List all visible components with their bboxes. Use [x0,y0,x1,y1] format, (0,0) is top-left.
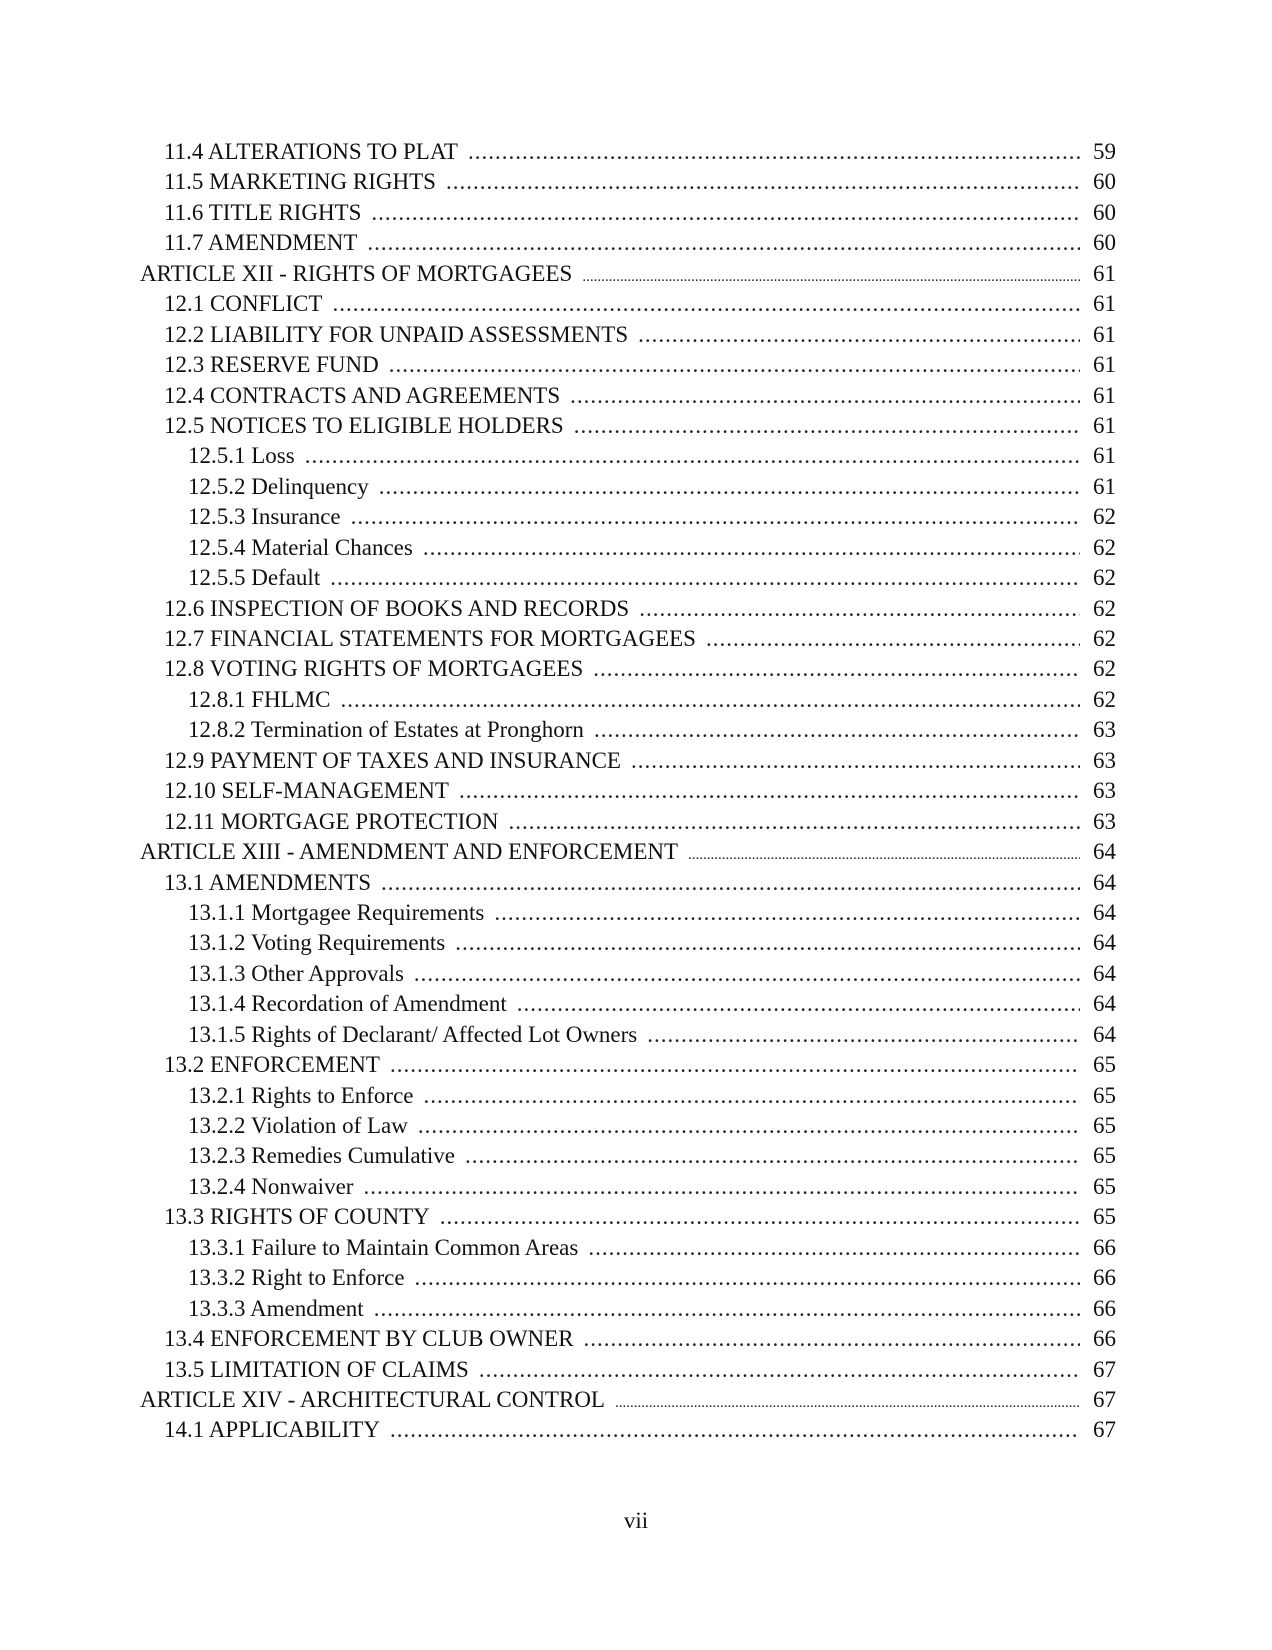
toc-subsection-entry[interactable] [140,563,1116,593]
toc-section-entry[interactable] [140,137,1116,167]
table-of-contents [140,137,1116,1446]
toc-subsection-entry[interactable] [140,1294,1116,1324]
dot-leader [374,1294,1080,1324]
toc-entry-label: 12.1 CONFLICT [164,291,323,317]
toc-subsection-entry[interactable] [140,1141,1116,1171]
toc-entry-page-number: 64 [1093,899,1116,925]
dot-leader [341,685,1081,715]
toc-article-entry[interactable] [140,837,1116,867]
dot-leader [332,289,1080,319]
toc-subsection-entry[interactable] [140,441,1116,471]
toc-entry-page-number: 61 [1093,321,1116,347]
toc-entry-label: 12.9 PAYMENT OF TAXES AND INSURANCE [164,747,621,773]
toc-subsection-entry[interactable] [140,959,1116,989]
dot-leader [459,776,1080,806]
toc-entry-page-number: 65 [1093,1082,1116,1108]
toc-entry-label: 12.5.2 Delinquency [188,473,369,499]
toc-section-entry[interactable] [140,1415,1116,1445]
toc-entry-page-number: 61 [1093,260,1116,286]
toc-subsection-entry[interactable] [140,898,1116,928]
dot-leader [440,1202,1080,1232]
toc-section-entry[interactable] [140,807,1116,837]
dot-leader [517,989,1080,1019]
toc-entry-label: ARTICLE XII - RIGHTS OF MORTGAGEES [140,260,573,286]
dot-leader [594,715,1080,745]
toc-entry-page-number: 61 [1093,291,1116,317]
toc-entry-page-number: 64 [1093,930,1116,956]
toc-section-entry[interactable] [140,198,1116,228]
toc-entry-page-number: 62 [1093,595,1116,621]
dot-leader [379,472,1080,502]
dot-leader [588,1233,1080,1263]
toc-entry-label: 13.3 RIGHTS OF COUNTY [164,1204,430,1230]
dot-leader [424,1081,1081,1111]
dot-leader [706,624,1080,654]
dot-leader [574,411,1080,441]
dot-leader [446,167,1080,197]
toc-section-entry[interactable] [140,350,1116,380]
toc-subsection-entry[interactable] [140,533,1116,563]
dot-leader [615,1388,1080,1418]
toc-section-entry[interactable] [140,746,1116,776]
toc-entry-page-number: 64 [1093,1021,1116,1047]
toc-entry-label: 13.2.1 Rights to Enforce [188,1082,414,1108]
toc-entry-label: 12.11 MORTGAGE PROTECTION [164,808,499,834]
toc-section-entry[interactable] [140,1050,1116,1080]
toc-entry-page-number: 61 [1093,412,1116,438]
toc-entry-label: 12.7 FINANCIAL STATEMENTS FOR MORTGAGEES [164,626,696,651]
toc-section-entry[interactable] [140,381,1116,411]
toc-entry-page-number: 60 [1093,199,1116,225]
dot-leader [390,1415,1080,1445]
toc-section-entry[interactable] [140,1355,1116,1385]
toc-entry-label: 13.1.2 Voting Requirements [188,930,446,956]
dot-leader [647,1020,1080,1050]
toc-entry-label: 13.2.2 Violation of Law [188,1113,408,1138]
toc-entry-label: 12.5.4 Material Chances [188,534,413,560]
toc-entry-label: 11.7 AMENDMENT [164,230,358,256]
toc-entry-label: 12.5.3 Insurance [188,504,341,530]
dot-leader [584,1324,1080,1354]
dot-leader [688,840,1080,870]
toc-entry-page-number: 63 [1093,808,1116,834]
toc-entry-page-number: 65 [1093,1113,1116,1138]
toc-entry-page-number: 61 [1093,473,1116,499]
dot-leader [508,807,1080,837]
dot-leader [418,1111,1080,1141]
dot-leader [570,381,1080,411]
toc-subsection-entry[interactable] [140,1172,1116,1202]
toc-entry-page-number: 64 [1093,869,1116,895]
dot-leader [638,320,1080,350]
dot-leader [494,898,1080,928]
toc-entry-page-number: 67 [1093,1417,1116,1443]
toc-entry-page-number: 65 [1093,1143,1116,1169]
dot-leader [639,594,1080,624]
toc-section-entry[interactable] [140,654,1116,684]
toc-entry-label: ARTICLE XIII - AMENDMENT AND ENFORCEMENT [140,839,679,865]
toc-section-entry[interactable] [140,868,1116,898]
toc-article-entry[interactable] [140,1385,1116,1415]
toc-article-entry[interactable] [140,259,1116,289]
toc-entry-label: 13.2.3 Remedies Cumulative [188,1143,456,1169]
toc-entry-page-number: 64 [1093,960,1116,986]
toc-entry-label: 12.10 SELF-MANAGEMENT [164,778,449,804]
toc-entry-label: 12.6 INSPECTION OF BOOKS AND RECORDS [164,595,630,621]
toc-entry-label: 13.2 ENFORCEMENT [164,1052,380,1078]
toc-entry-page-number: 64 [1093,991,1116,1017]
dot-leader [371,198,1080,228]
toc-entry-page-number: 62 [1093,656,1116,682]
dot-leader [423,533,1080,563]
toc-entry-page-number: 60 [1093,169,1116,195]
toc-entry-label: 14.1 APPLICABILITY [164,1417,380,1443]
dot-leader [465,1141,1080,1171]
toc-section-entry[interactable] [140,289,1116,319]
toc-entry-label: 12.8.1 FHLMC [188,686,331,712]
toc-section-entry[interactable] [140,594,1116,624]
toc-subsection-entry[interactable] [140,685,1116,715]
toc-entry-page-number: 66 [1093,1265,1116,1291]
toc-entry-label: 12.4 CONTRACTS AND AGREEMENTS [164,382,561,408]
toc-entry-label: 13.3.2 Right to Enforce [188,1265,405,1291]
toc-subsection-entry[interactable] [140,989,1116,1019]
toc-entry-page-number: 62 [1093,626,1116,651]
toc-section-entry[interactable] [140,228,1116,258]
dot-leader [351,502,1080,532]
toc-entry-page-number: 62 [1093,504,1116,530]
toc-entry-page-number: 62 [1093,686,1116,712]
toc-entry-page-number: 63 [1093,778,1116,804]
toc-entry-page-number: 62 [1093,534,1116,560]
dot-leader [631,746,1080,776]
toc-entry-label: 13.2.4 Nonwaiver [188,1173,354,1199]
toc-entry-label: 12.2 LIABILITY FOR UNPAID ASSESSMENTS [164,321,629,347]
toc-entry-page-number: 61 [1093,382,1116,408]
toc-entry-page-number: 67 [1093,1356,1116,1382]
toc-subsection-entry[interactable] [140,1081,1116,1111]
dot-leader [390,1050,1080,1080]
toc-entry-label: 13.3.3 Amendment [188,1295,364,1321]
dot-leader [415,1263,1080,1293]
dot-leader [381,868,1080,898]
toc-entry-page-number: 61 [1093,352,1116,378]
toc-entry-page-number: 63 [1093,717,1116,743]
toc-entry-page-number: 60 [1093,230,1116,256]
toc-entry-label: 13.1.3 Other Approvals [188,960,404,986]
dot-leader [414,959,1080,989]
toc-entry-page-number: 63 [1093,747,1116,773]
toc-entry-page-number: 59 [1093,139,1116,164]
toc-entry-page-number: 66 [1093,1234,1116,1260]
toc-subsection-entry[interactable] [140,928,1116,958]
toc-entry-page-number: 65 [1093,1173,1116,1199]
dot-leader [479,1355,1080,1385]
toc-section-entry[interactable] [140,411,1116,441]
toc-entry-page-number: 67 [1093,1386,1116,1412]
toc-entry-label: 12.8.2 Termination of Estates at Pronghorn [188,717,584,743]
toc-entry-label: 13.1.4 Recordation of Amendment [188,991,507,1017]
toc-entry-label: 11.6 TITLE RIGHTS [164,199,362,225]
toc-subsection-entry[interactable] [140,1233,1116,1263]
toc-entry-label: 12.3 RESERVE FUND [164,352,379,378]
toc-entry-label: ARTICLE XIV - ARCHITECTURAL CONTROL [140,1386,605,1412]
dot-leader [593,654,1080,684]
toc-subsection-entry[interactable] [140,1020,1116,1050]
toc-entry-page-number: 62 [1093,565,1116,591]
toc-entry-page-number: 64 [1093,839,1116,865]
toc-entry-label: 12.5.5 Default [188,565,321,591]
toc-section-entry[interactable] [140,624,1116,654]
toc-subsection-entry[interactable] [140,1263,1116,1293]
toc-entry-label: 12.8 VOTING RIGHTS OF MORTGAGEES [164,656,584,682]
toc-subsection-entry[interactable] [140,715,1116,745]
toc-entry-label: 12.5.1 Loss [188,443,295,469]
toc-entry-page-number: 65 [1093,1204,1116,1230]
dot-leader [367,228,1080,258]
toc-entry-label: 13.1.5 Rights of Declarant/ Affected Lot Owners [188,1021,638,1047]
toc-entry-label: 13.1 AMENDMENTS [164,869,372,895]
toc-entry-page-number: 61 [1093,443,1116,469]
dot-leader [305,441,1080,471]
toc-section-entry[interactable] [140,1202,1116,1232]
dot-leader [363,1172,1080,1202]
toc-entry-label: 12.5 NOTICES TO ELIGIBLE HOLDERS [164,412,564,438]
toc-entry-label: 13.5 LIMITATION OF CLAIMS [164,1356,469,1382]
toc-subsection-entry[interactable] [140,502,1116,532]
toc-entry-page-number: 66 [1093,1295,1116,1321]
toc-subsection-entry[interactable] [140,1111,1116,1141]
toc-entry-label: 13.3.1 Failure to Maintain Common Areas [188,1234,579,1260]
toc-section-entry[interactable] [140,320,1116,350]
toc-section-entry[interactable] [140,1324,1116,1354]
dot-leader [389,350,1080,380]
dot-leader [330,563,1080,593]
toc-entry-label: 13.4 ENFORCEMENT BY CLUB OWNER [164,1326,574,1352]
toc-entry-page-number: 66 [1093,1326,1116,1352]
toc-section-entry[interactable] [140,776,1116,806]
dot-leader [582,262,1080,292]
toc-subsection-entry[interactable] [140,472,1116,502]
toc-entry-label: 11.4 ALTERATIONS TO PLAT [164,139,458,164]
dot-leader [468,137,1080,167]
toc-entry-page-number: 65 [1093,1052,1116,1078]
toc-entry-label: 11.5 MARKETING RIGHTS [164,169,436,195]
page-number: vii [623,1508,649,1533]
toc-section-entry[interactable] [140,167,1116,197]
toc-entry-label: 13.1.1 Mortgagee Requirements [188,899,485,925]
dot-leader [455,928,1080,958]
